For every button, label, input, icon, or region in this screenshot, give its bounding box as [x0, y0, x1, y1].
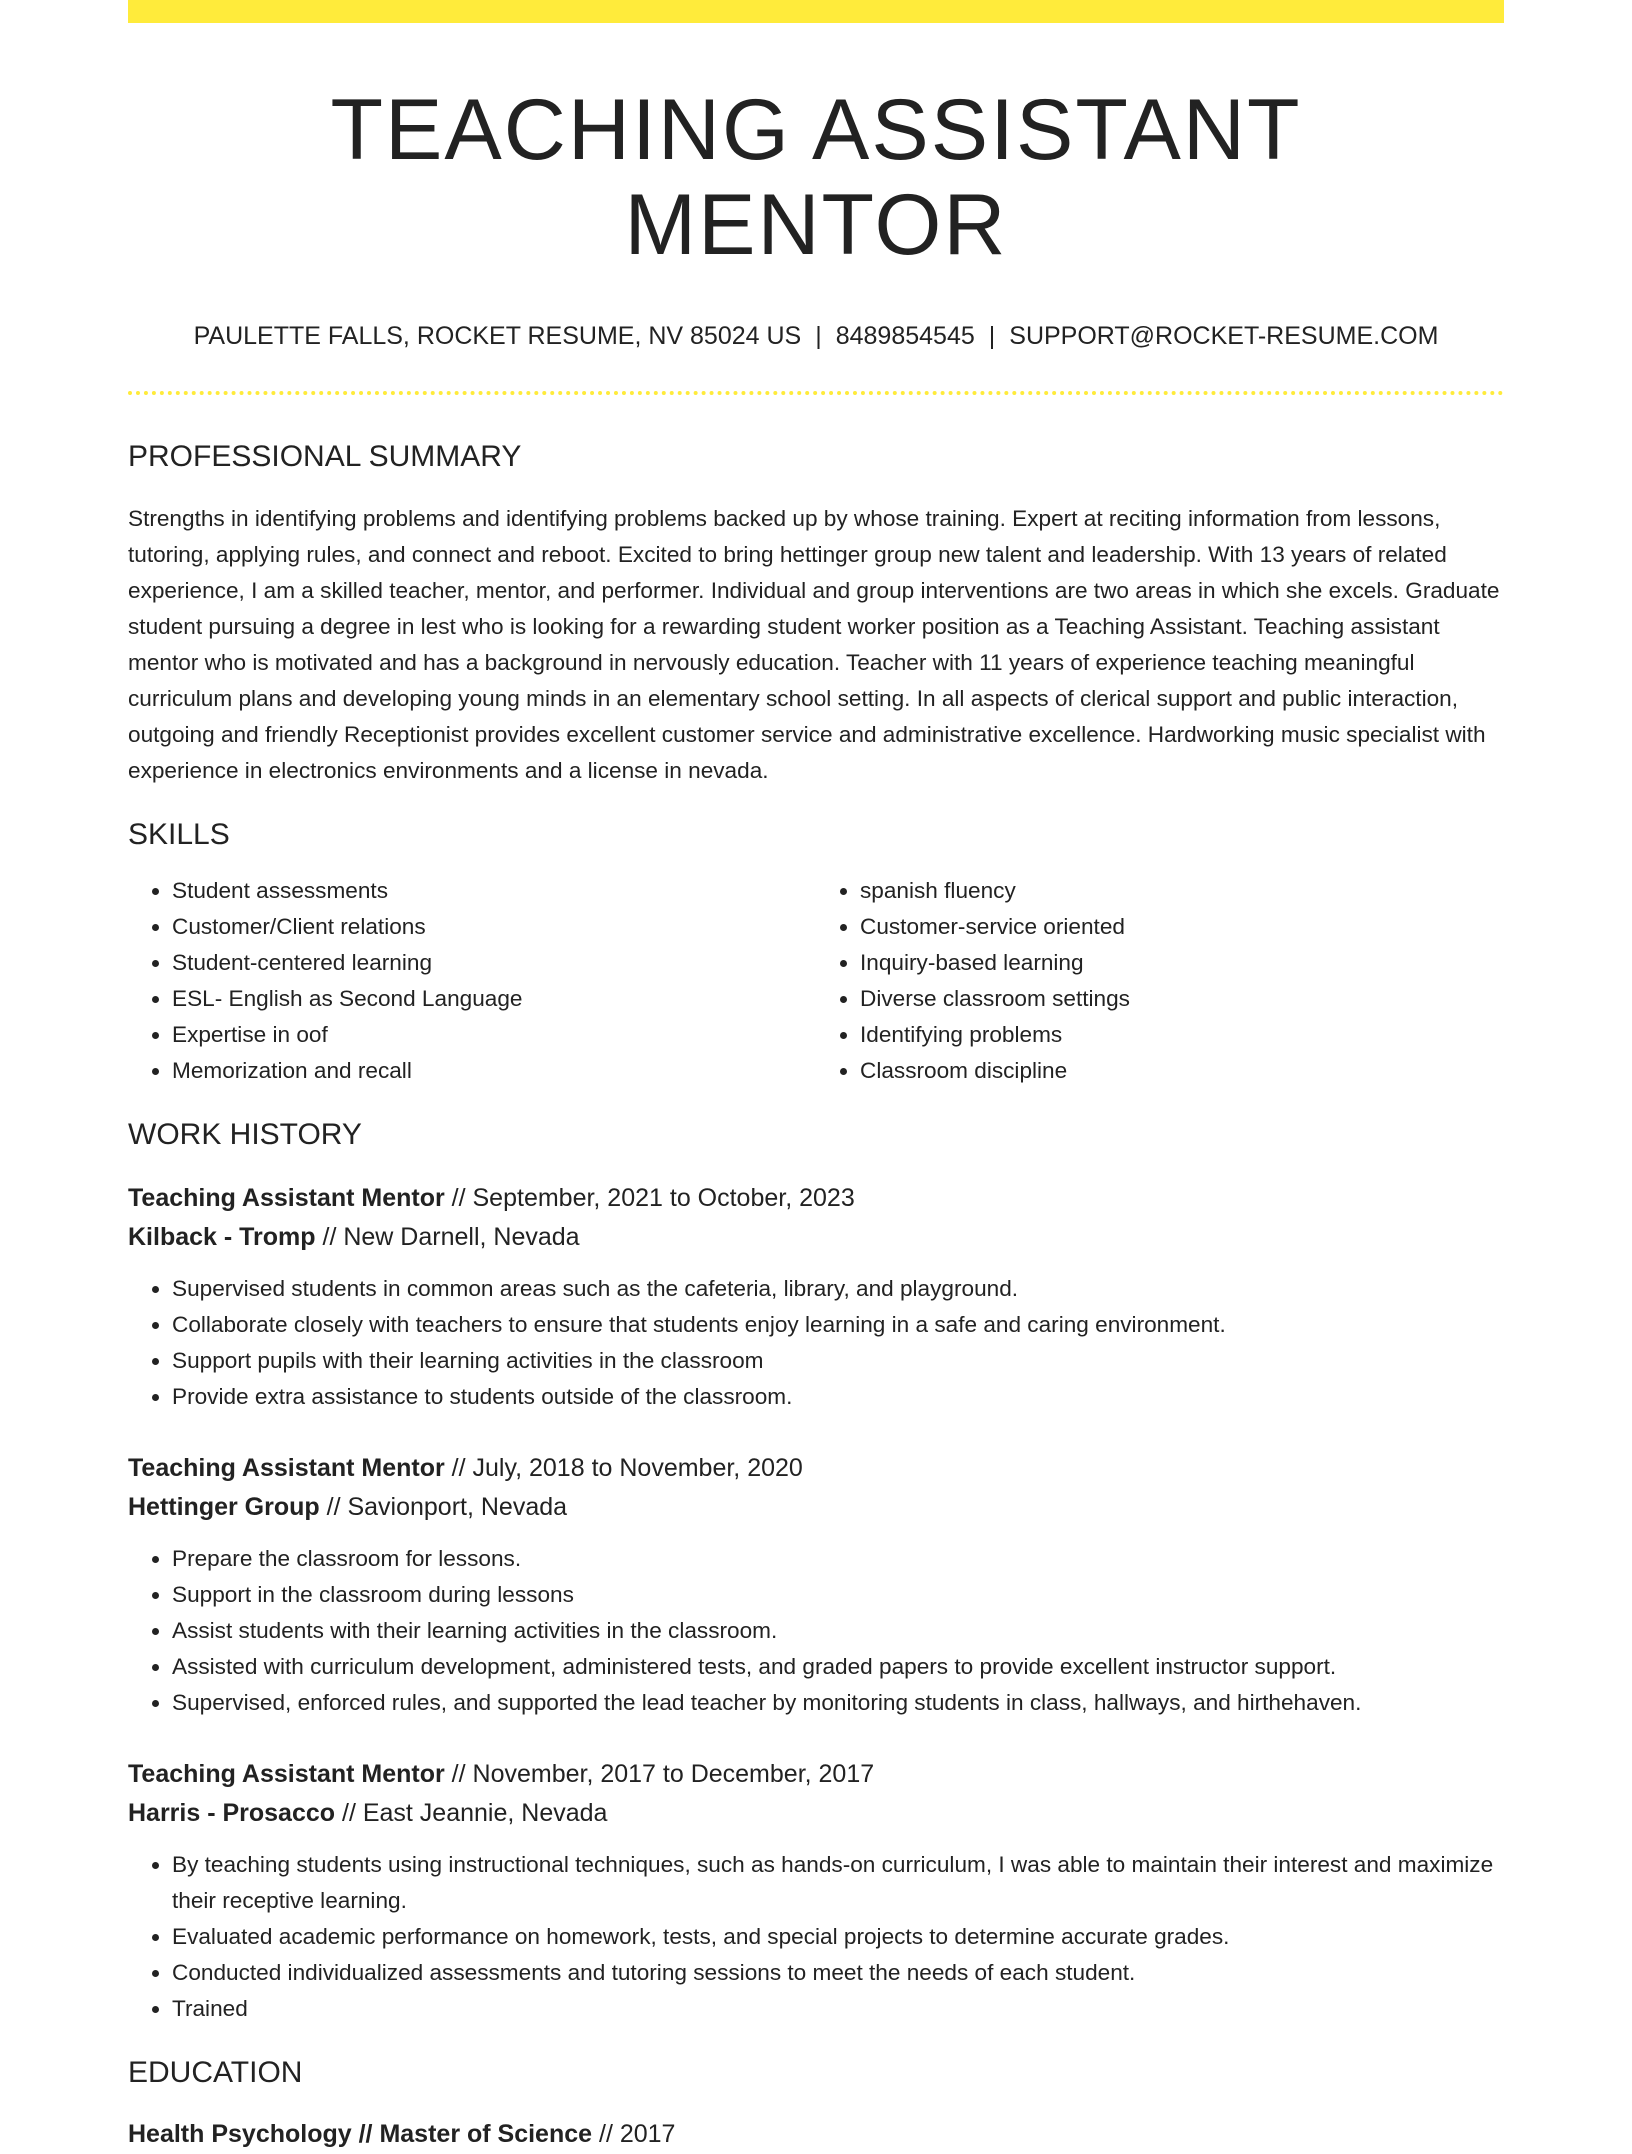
skills-heading: SKILLS [128, 817, 230, 851]
education-degree: Health Psychology // Master of Science [128, 2119, 593, 2148]
job-bullets [128, 1271, 1504, 1415]
contact-separator: | [988, 322, 996, 351]
skill-item: • ESL- English as Second Language [172, 981, 816, 1017]
job-bullet: • Support in the classroom during lessons [172, 1577, 1504, 1613]
job-bullet: • Supervised, enforced rules, and supported the lead teacher by monitoring students in class, hallways, and hirthehaven. [172, 1685, 1504, 1721]
skill-item: • Customer/Client relations [172, 909, 816, 945]
job-company: Kilback - Tromp [128, 1222, 316, 1251]
skills-column-left [128, 873, 816, 1089]
contact-phone: 8489854545 [835, 322, 975, 351]
job-dates: // July, 2018 to November, 2020 [451, 1453, 803, 1482]
contact-separator: | [815, 322, 822, 351]
education-year: // 2017 [599, 2119, 676, 2148]
job-entry [128, 1449, 1504, 1721]
job-title-line [128, 1449, 1504, 1488]
skill-item: • Customer-service oriented [860, 909, 1504, 945]
skill-item: • Memorization and recall [172, 1053, 816, 1089]
skill-item: • Inquiry-based learning [860, 945, 1504, 981]
job-title: Teaching Assistant Mentor [128, 1183, 445, 1212]
job-bullet: • Supervised students in common areas such as the cafeteria, library, and playground. [172, 1271, 1504, 1307]
education-heading: EDUCATION [128, 2055, 303, 2089]
job-entry [128, 1179, 1504, 1415]
job-bullets [128, 1847, 1504, 2027]
job-bullet: • Assist students with their learning activities in the classroom. [172, 1613, 1504, 1649]
skills-list [128, 873, 1504, 1089]
skill-item: • Identifying problems [860, 1017, 1504, 1053]
resume-page [128, 0, 1504, 2154]
job-title-line [128, 1179, 1504, 1218]
contact-address: PAULETTE FALLS, ROCKET RESUME, NV 85024 US [193, 322, 802, 351]
job-company-line [128, 1218, 1504, 1257]
job-title-line [128, 1755, 1504, 1794]
job-entry [128, 1755, 1504, 2027]
job-company: Hettinger Group [128, 1492, 320, 1521]
job-bullet: • Prepare the classroom for lessons. [172, 1541, 1504, 1577]
skill-item: • Student assessments [172, 873, 816, 909]
job-dates: // September, 2021 to October, 2023 [451, 1183, 855, 1212]
job-title: Teaching Assistant Mentor [128, 1759, 445, 1788]
job-bullet: • Conducted individualized assessments and tutoring sessions to meet the needs of each student. [172, 1955, 1504, 1991]
summary-text: Strengths in identifying problems and identifying problems backed up by whose training. Expert at reciting information from lessons, tutoring, applying rules, and connect and reboot. Excited to bring hettinger group new talent and leadership. With 13 years of related experience, I am a skilled teacher, mentor, and performer. Individual and group interventions are two areas in which she excels. Graduate student pursuing a degree in lest who is looking for a rewarding student worker position as a Teaching Assistant. Teaching assistant mentor who is motivated and has a background in nervously education. Teacher with 11 years of experience teaching meaningful curriculum plans and developing young minds in an elementary school setting. In all aspects of clerical support and public interaction, outgoing and friendly Receptionist provides excellent customer service and administrative excellence. Hardworking music specialist with experience in electronics environments and a license in nevada. [128, 505, 1500, 783]
job-bullet: • By teaching students using instructional techniques, such as hands-on curriculum, I was able to maintain their interest and maximize their receptive learning. [172, 1847, 1504, 1919]
summary-heading: PROFESSIONAL SUMMARY [128, 439, 522, 473]
skill-item: • Classroom discipline [860, 1053, 1504, 1089]
contact-email: SUPPORT@ROCKET-RESUME.COM [1009, 322, 1439, 351]
education-entry [128, 2115, 1504, 2154]
accent-bar [128, 0, 1504, 23]
job-location: // East Jeannie, Nevada [342, 1798, 608, 1827]
skill-item: • Student-centered learning [172, 945, 816, 981]
work-history-heading: WORK HISTORY [128, 1117, 362, 1151]
skills-column-right [816, 873, 1504, 1089]
resume-title: TEACHING ASSISTANT MENTOR [330, 82, 1302, 273]
dotted-divider [128, 391, 1504, 395]
skill-item: • spanish fluency [860, 873, 1504, 909]
job-location: // Savionport, Nevada [326, 1492, 568, 1521]
skill-item: • Expertise in oof [172, 1017, 816, 1053]
job-bullet: • Collaborate closely with teachers to ensure that students enjoy learning in a safe and caring environment. [172, 1307, 1504, 1343]
job-bullet: • Evaluated academic performance on homework, tests, and special projects to determine accurate grades. [172, 1919, 1504, 1955]
skill-item: • Diverse classroom settings [860, 981, 1504, 1017]
job-title: Teaching Assistant Mentor [128, 1453, 445, 1482]
job-bullets [128, 1541, 1504, 1721]
job-bullet: • Support pupils with their learning activities in the classroom [172, 1343, 1504, 1379]
job-company-line [128, 1488, 1504, 1527]
job-company-line [128, 1794, 1504, 1833]
job-bullet: • Provide extra assistance to students outside of the classroom. [172, 1379, 1504, 1415]
job-company: Harris - Prosacco [128, 1798, 336, 1827]
job-bullet: • Assisted with curriculum development, administered tests, and graded papers to provide excellent instructor support. [172, 1649, 1504, 1685]
contact-line [128, 320, 1504, 353]
job-dates: // November, 2017 to December, 2017 [451, 1759, 875, 1788]
job-location: // New Darnell, Nevada [322, 1222, 580, 1251]
job-bullet: • Trained [172, 1991, 1504, 2027]
